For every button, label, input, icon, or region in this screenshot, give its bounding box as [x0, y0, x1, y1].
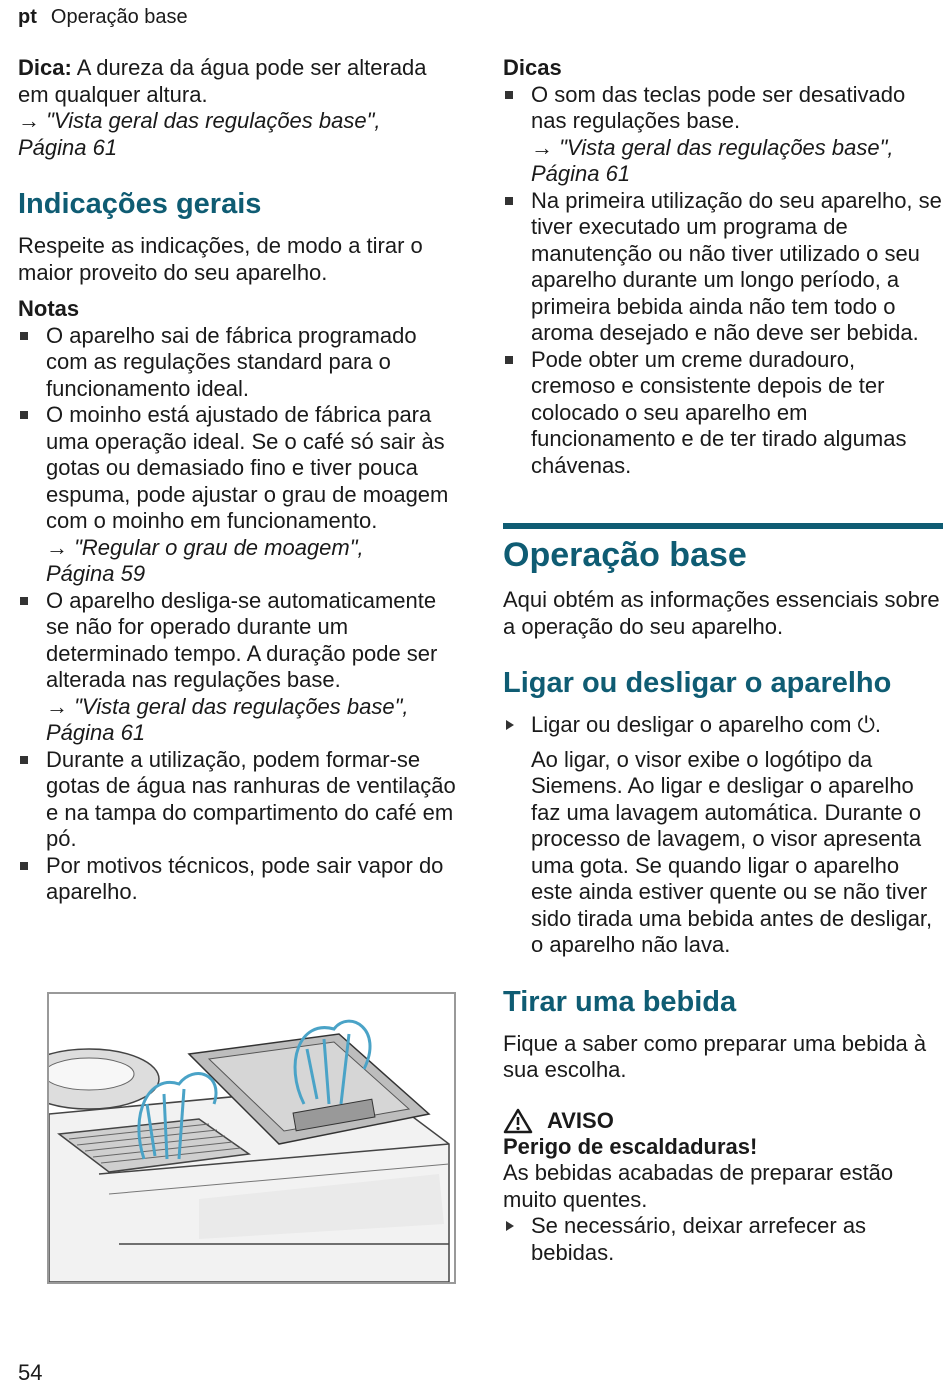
note-reference[interactable]: → "Regular o grau de moagem", [46, 534, 364, 560]
power-description: Ao ligar, o visor exibe o logótipo da Siemens. Ao ligar e desligar o aparelho faz uma lavagem automática. Durante o processo de lavagem, o visor apresenta uma gota. Se quando ligar o aparelho este ainda estiver quente ou se não tiver sido tirada uma bebida antes de desligar, o aparelho não lava. [531, 746, 933, 957]
list-item: O aparelho sai de fábrica programado com as regulações standard para o funcionamento ideal. [18, 323, 458, 403]
list-item: Pode obter um creme duradouro, cremoso e consistente depois de ter colocado o seu aparelho em funcionamento e de ter tirado algumas chávenas. [503, 347, 943, 480]
heading-indicacoes-gerais: Indicações gerais [18, 188, 262, 220]
section-divider [503, 523, 943, 529]
notes-title: Notas [18, 296, 80, 321]
list-item: O aparelho desliga-se automaticamente se não for operado durante um determinado tempo. A duração pode ser alterada nas regulações base. → "Vista geral das regulações base", Página 61 [18, 588, 458, 747]
page-header [18, 6, 188, 29]
power-step: Ligar ou desligar o aparelho com ⏻. [503, 712, 943, 739]
tips-title: Dicas [503, 55, 562, 80]
section-intro: Aqui obtém as informações essenciais sobre a operação do seu aparelho. [503, 587, 940, 639]
tip-label: Dica: [18, 55, 72, 80]
left-column [18, 55, 458, 906]
header-section: Operação base [50, 6, 188, 28]
tip-reference[interactable]: → "Vista geral das regulações base", [531, 134, 894, 160]
drink-intro: Fique a saber como preparar uma bebida à sua escolha. [503, 1030, 927, 1082]
tip-text: A dureza da água pode ser alterada em qualquer altura. [18, 55, 427, 107]
tips-list [503, 82, 943, 480]
tip-reference[interactable] [18, 108, 458, 161]
tip-paragraph [18, 55, 458, 108]
heading-tirar-bebida: Tirar uma bebida [503, 985, 737, 1018]
step-arrow-icon [506, 720, 514, 730]
machine-drawing [49, 994, 454, 1282]
note-reference[interactable]: → "Vista geral das regulações base", [46, 693, 409, 719]
warning-header [503, 1108, 943, 1134]
list-item: O moinho está ajustado de fábrica para uma operação ideal. Se o café só sair às gotas ou demasiado fino e tiver pouca espuma, pode ajustar o grau de moagem com o moinho em funcionamento. → "Regular o grau de moagem", Página 59 [18, 402, 458, 588]
list-item: O som das teclas pode ser desativado nas regulações base. → "Vista geral das regulações base", Página 61 [503, 82, 943, 188]
heading-ligar-desligar: Ligar ou desligar o aparelho [503, 667, 892, 699]
list-item: Na primeira utilização do seu aparelho, se tiver executado um programa de manutenção ou não tiver utilizado o seu aparelho durante um longo período, a primeira bebida ainda não tem todo o aroma desejado e não deve ser bebida. [503, 188, 943, 347]
general-intro: Respeite as indicações, de modo a tirar o maior proveito do seu aparelho. [18, 233, 423, 285]
steam-illustration [47, 992, 456, 1284]
list-item: Durante a utilização, podem formar-se gotas de água nas ranhuras de ventilação e na tampa do compartimento do café em pó. [18, 747, 458, 853]
warning-label: AVISO [547, 1107, 614, 1133]
heading-operacao-base: Operação base [503, 536, 747, 574]
tip-ref-line1: → "Vista geral das regulações base", [18, 108, 381, 133]
right-column [503, 55, 943, 1266]
page-number: 54 [18, 1360, 43, 1385]
warning-text: As bebidas acabadas de preparar estão muito quentes. [503, 1160, 894, 1212]
warning-step: Se necessário, deixar arrefecer as bebidas. [503, 1213, 943, 1266]
warning-title: Perigo de escaldaduras! [503, 1133, 758, 1159]
warning-triangle-icon [503, 1108, 533, 1134]
list-item: Por motivos técnicos, pode sair vapor do aparelho. [18, 853, 458, 906]
notes-list [18, 323, 458, 906]
tip-ref-line2: Página 61 [18, 134, 118, 160]
step-arrow-icon [506, 1221, 514, 1231]
language-code: pt [18, 6, 37, 28]
